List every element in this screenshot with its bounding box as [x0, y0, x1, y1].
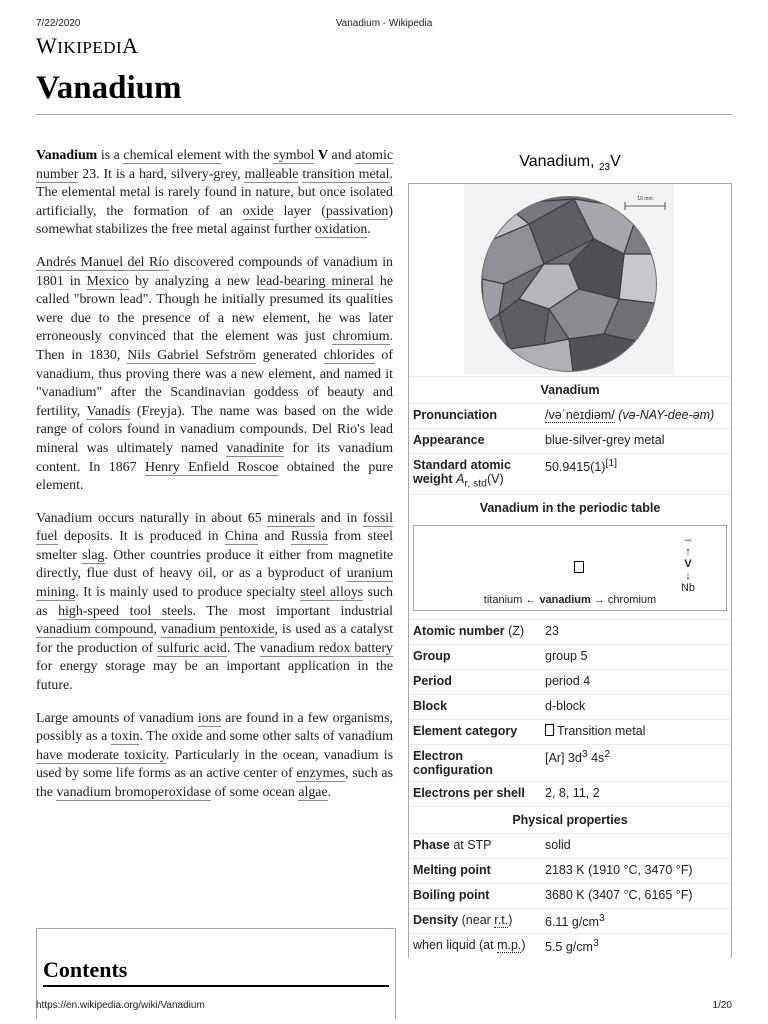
row-density-liquid [409, 933, 731, 958]
article-link[interactable]: oxidation [314, 222, 368, 238]
eps-value: 2, 8, 11, 2 [545, 785, 600, 800]
article-text: for energy storage may be an important application in the future. [36, 659, 393, 694]
logo-a: A [122, 33, 139, 58]
article-link[interactable]: vanadium compound [36, 622, 154, 638]
article-link[interactable]: vanadium pentoxide [160, 622, 275, 638]
article-text: . The elemental metal is rarely found in nature, but once isolated artificially, the formation of an [36, 166, 393, 219]
up-arrow-icon: ↑ [685, 545, 691, 558]
category-label[interactable]: Element category [413, 723, 518, 738]
article-link[interactable]: vanadium bromoperoxidase [56, 785, 212, 800]
liquid-label [409, 934, 539, 958]
article-text: . The oxide and some other salts of vanadium [139, 729, 393, 745]
article-text: and [327, 148, 356, 163]
boiling-value: 3680 K (3407 °C, 6165 °F) [545, 887, 693, 902]
config-base: [Ar] 3d [545, 750, 582, 765]
infobox-section-physical: Physical properties [409, 806, 731, 833]
infobox-title [408, 147, 732, 183]
weight-label-v: (V) [486, 472, 504, 486]
article-link[interactable]: transition metal [302, 166, 390, 182]
infobox-section-periodic-table: Vanadium in the periodic table [409, 494, 731, 521]
atomic-number-value: 23 [545, 623, 559, 638]
row-element-category [409, 719, 731, 744]
density-label [409, 909, 539, 933]
article-text: , [153, 622, 161, 638]
article-text: deposits. It is produced in [57, 529, 225, 545]
article-text: Vanadium occurs naturally in about 65 [36, 510, 268, 526]
config-value [539, 745, 731, 781]
article-text: generated [255, 347, 324, 363]
article-text: . Other countries produce it either from magnetite directly, flue dust of heavy oil, or as a byproduct of [36, 547, 394, 582]
pt-symbol: V [684, 557, 692, 570]
infobox-section-vanadium: Vanadium [409, 376, 731, 403]
density-close: ) [508, 912, 513, 927]
contents-rule [43, 985, 389, 987]
article-text: from steel smelter [36, 529, 393, 563]
melting-value: 2183 K (1910 °C, 3470 °F) [545, 862, 693, 877]
article-paragraph [36, 147, 393, 240]
article-text: obtained the pure element. [36, 459, 393, 494]
row-melting-point [409, 858, 731, 883]
row-density [409, 908, 731, 933]
article-paragraph [36, 510, 393, 696]
article-text: . The [226, 640, 260, 656]
weight-label [409, 454, 539, 494]
periodic-table-cell[interactable] [574, 561, 584, 573]
article-link[interactable]: toxin [110, 729, 140, 745]
scale-label: 10 mm [637, 196, 653, 202]
article-text: discovered compounds of vanadium in 1801 in [36, 254, 393, 289]
row-boiling-point [409, 883, 731, 908]
article-link[interactable]: slag [82, 547, 105, 563]
boiling-label[interactable]: Boiling point [413, 887, 490, 902]
block-label[interactable]: Block [413, 698, 448, 713]
article-link[interactable]: Russia [290, 529, 328, 545]
article-link[interactable]: atomic number [36, 148, 393, 182]
article-link[interactable]: vanadium redox battery [259, 640, 394, 656]
group-value[interactable]: group 5 [545, 648, 588, 663]
vanadium-crystal-photo [409, 184, 731, 376]
logo-mid: IKIPEDI [57, 38, 123, 57]
melting-label[interactable]: Melting point [413, 862, 491, 877]
pt-right[interactable]: → chromium [590, 593, 657, 606]
atomic-number-z: (Z) [508, 623, 525, 638]
article-text: is a [97, 148, 124, 163]
row-electron-config [409, 744, 731, 781]
row-block [409, 694, 731, 719]
article-text: ) somewhat stabilizes the free metal against further [36, 203, 393, 238]
article-link[interactable]: enzymes [296, 766, 345, 782]
wikipedia-logo[interactable] [36, 33, 139, 59]
appearance-label: Appearance [413, 433, 485, 447]
row-electrons-per-shell [409, 781, 731, 806]
article-text: layer ( [273, 203, 326, 219]
infobox-title-symbol: V [610, 153, 621, 170]
article-link[interactable]: China [224, 529, 259, 545]
config-sup1: 3 [581, 748, 588, 760]
article-link[interactable]: ions [197, 710, 222, 726]
density-value [539, 909, 731, 933]
eps-label[interactable]: Electrons per shell [413, 785, 525, 800]
pronunciation-respell: (və-NAY-dee-əm) [614, 408, 715, 422]
article-link[interactable]: sulfuric acid [157, 640, 227, 656]
density-label-text[interactable]: Density [413, 912, 459, 927]
article-text: and [258, 529, 291, 545]
article-link[interactable]: chromium [332, 329, 390, 345]
print-footer [36, 1000, 732, 1014]
row-appearance [409, 428, 731, 453]
infobox [408, 147, 732, 958]
weight-number: 50.9415(1) [545, 460, 606, 475]
article-text: . The most important industrial [192, 603, 394, 619]
logo-w: W [36, 33, 58, 58]
density-number: 6.11 g/cm [545, 914, 599, 929]
group-label[interactable]: Group [413, 648, 451, 663]
liquid-label-text: when liquid (at [413, 937, 498, 952]
phase-at[interactable]: at STP [449, 837, 492, 852]
article-link[interactable]: lead-bearing mineral [256, 273, 374, 289]
config-label[interactable]: Electron configuration [413, 748, 493, 777]
article-link[interactable]: uranium mining [36, 566, 393, 601]
article-link[interactable]: malleable [244, 166, 299, 182]
contents-title: Contents [43, 957, 128, 982]
article-text: (Freyja). The name was based on the wide range of colors found in vanadium compounds. Del Rio's lead mineral was ultimately named [36, 403, 394, 456]
appearance-value: blue-silver-grey metal [545, 433, 665, 447]
article-link[interactable]: Vanadís [86, 403, 131, 419]
article-text: . Then in 1830, [36, 329, 393, 363]
print-date: 7/22/2020 [36, 18, 81, 29]
period-label[interactable]: Period [413, 673, 452, 688]
article-text: . Particularly in the ocean, vanadium is used by some life forms as an active center of [36, 747, 393, 782]
atomic-number-label [409, 620, 539, 644]
article-link[interactable]: chlorides [323, 347, 375, 363]
density-rt[interactable]: r.t. [494, 912, 509, 927]
print-url[interactable]: https://en.wikipedia.org/wiki/Vanadium [36, 1000, 205, 1011]
article-link[interactable]: fossil fuel [36, 510, 394, 545]
article-link[interactable]: Nils Gabriel Sefström [127, 347, 256, 363]
article-text: Large amounts of vanadium [36, 710, 198, 726]
article-text: , is used as a catalyst for the production of [36, 622, 393, 656]
article-link[interactable]: steel alloys [300, 585, 364, 601]
article-text: , such as the [36, 766, 393, 800]
weight-label-a: A [456, 472, 465, 486]
article-link[interactable]: oxide [242, 203, 274, 219]
row-phase [409, 833, 731, 858]
pt-below[interactable]: Nb [680, 581, 696, 594]
page-title: Vanadium [36, 70, 182, 106]
article-link[interactable]: Henry Enfield Roscoe [144, 459, 279, 475]
article-text: of vanadium, thus proving there was a new element, and named it "vanadium" after the Scandinavian goddess of beauty and fertility, [36, 347, 393, 419]
category-value-wrap [539, 720, 731, 744]
row-pronunciation [409, 403, 731, 428]
row-atomic-number [409, 619, 731, 644]
period-value[interactable]: period 4 [545, 673, 591, 688]
pt-dash: – [684, 533, 692, 546]
weight-ref[interactable]: [1] [605, 458, 618, 469]
periodic-neighbors [414, 594, 726, 606]
article-text: such as [36, 585, 394, 619]
down-arrow-icon: ↓ [685, 569, 691, 582]
vanadium-crystal-image[interactable] [409, 184, 731, 376]
liquid-number: 5.5 g/cm [545, 939, 593, 954]
pronunciation-value [539, 404, 731, 428]
pronunciation-ipa[interactable]: /vəˈneɪdiəm/ [545, 408, 615, 422]
article-link[interactable]: symbol [273, 148, 315, 163]
article-text: 23. It is a hard, silvery-grey, [78, 166, 245, 182]
row-standard-weight [409, 453, 731, 494]
article-link[interactable]: Mexico [86, 273, 129, 289]
pt-left[interactable]: titanium ← [483, 593, 540, 606]
row-group [409, 644, 731, 669]
article-paragraph [36, 710, 393, 803]
article-link[interactable]: have moderate toxicity [36, 747, 166, 763]
article-text: for its vanadium content. In 1867 [36, 440, 393, 475]
article-link[interactable]: minerals [267, 510, 316, 526]
category-swatch-icon [545, 724, 554, 736]
article-link[interactable]: high-speed tool steels [58, 603, 193, 619]
config-mid: 4s [587, 750, 605, 765]
article-text: he called "brown lead". Though he initially presumed its qualities were due to the presence of a new element, he was later erroneously convinced that the element was just [36, 273, 393, 345]
weight-label-sub: r, std [464, 478, 487, 490]
pronunciation-label: Pronunciation [413, 408, 498, 422]
phase-value: solid [545, 837, 571, 852]
category-value[interactable]: Transition metal [557, 723, 646, 738]
article-bold-text: V [317, 148, 328, 163]
phase-label-text[interactable]: Phase [413, 837, 450, 852]
liquid-mp[interactable]: m.p. [497, 937, 522, 952]
article-link[interactable]: passivation [325, 203, 389, 219]
article-bold-text: Vanadium [36, 148, 98, 163]
article-body [36, 147, 393, 817]
weight-label-text: Standard atomic weight [413, 458, 511, 486]
print-title: Vanadium - Wikipedia [335, 18, 433, 29]
infobox-frame [408, 183, 732, 958]
weight-value [539, 454, 731, 494]
article-text: by analyzing a new [128, 273, 257, 289]
liquid-sup: 3 [592, 937, 599, 949]
article-link[interactable]: Andrés Manuel del Río [36, 254, 170, 270]
title-rule [36, 114, 732, 115]
print-page-number: 1/20 [712, 1000, 732, 1011]
article-link[interactable]: algae [298, 785, 328, 800]
block-value[interactable]: d-block [545, 698, 586, 713]
article-text: are found in a few organisms, possibly as a [36, 710, 393, 745]
article-text: with the [221, 148, 274, 163]
phase-label [409, 834, 539, 858]
infobox-title-name: Vanadium, [519, 153, 599, 170]
article-link[interactable]: chemical element [123, 148, 222, 163]
liquid-close: ) [521, 937, 526, 952]
density-near: (near [458, 912, 495, 927]
row-period [409, 669, 731, 694]
density-sup: 3 [598, 912, 605, 924]
article-link[interactable]: vanadinite [226, 440, 285, 456]
infobox-title-sub: 23 [598, 162, 611, 174]
pt-center: vanadium [539, 593, 591, 606]
article-text: and in [315, 510, 363, 526]
article-paragraph [36, 254, 393, 496]
periodic-position [680, 534, 696, 594]
config-sup2: 2 [604, 748, 611, 760]
article-text: . [367, 222, 371, 238]
article-text: . It is mainly used to produce specialty [75, 585, 301, 601]
print-header [36, 18, 732, 32]
article-text: . [327, 785, 332, 800]
article-text: of some ocean [211, 785, 299, 800]
atomic-number-text[interactable]: Atomic number [413, 623, 509, 638]
liquid-value [539, 934, 731, 958]
periodic-table-widget[interactable] [413, 525, 727, 611]
